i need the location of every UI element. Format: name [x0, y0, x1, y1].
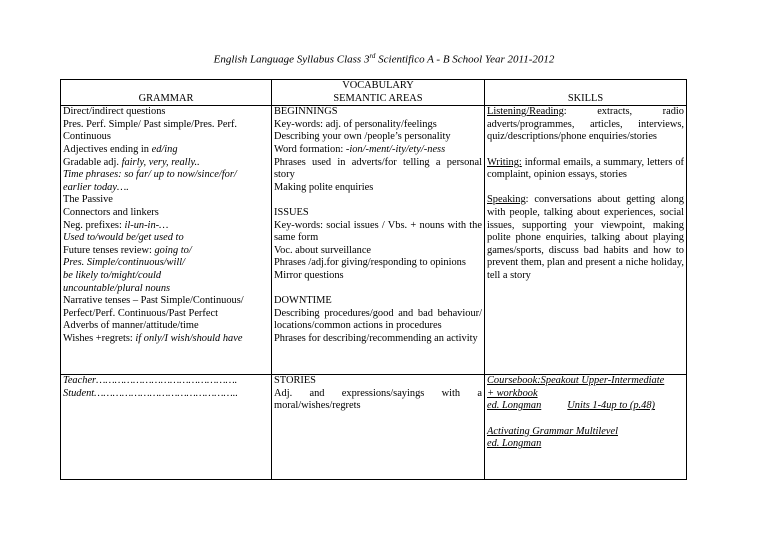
document-title	[0, 52, 768, 66]
grammar-item-text: Future tenses review:	[63, 244, 155, 256]
grammar-item	[63, 232, 269, 245]
grammar-item	[63, 106, 269, 119]
vocab-item: Describing procedures/good and bad behaviour/ locations/common actions in procedures	[274, 307, 482, 332]
title-text-end: Scientifico A - B School Year 2011-2012	[375, 53, 555, 66]
coursebook-publisher-line	[487, 400, 684, 413]
skills-speaking	[487, 194, 684, 282]
grammar-item-text: Wishes +regrets:	[63, 332, 136, 344]
grammar-item-text: Narrative tenses – Past Simple/Continuous/	[63, 295, 244, 307]
grammar-item-example: earlier today….	[63, 181, 129, 193]
vocab-item	[274, 144, 482, 157]
section-beginnings: BEGINNINGS	[274, 106, 338, 118]
grammar-item-example: Time phrases: so far/ up to now/since/for/	[63, 169, 237, 181]
grammar-item-example: if only/I wish/should have	[135, 332, 243, 344]
vocab-item: Describing your own /people’s personality	[274, 131, 451, 143]
student-signature-line: Student………………………………………..	[63, 387, 238, 399]
grammar-item-example: uncountable/plural nouns	[63, 282, 171, 294]
grammar-item	[63, 220, 269, 233]
skills-cell	[485, 106, 687, 375]
skills-listening-label: Listening/Reading	[487, 106, 564, 118]
vocab-item: Phrases /adj.for giving/responding to opinions	[274, 257, 466, 269]
vocabulary-stories-cell	[272, 375, 485, 480]
grammar-list	[63, 106, 269, 345]
header-skills	[485, 80, 687, 106]
grammar-cell	[61, 106, 272, 375]
grammar-item-text: Pres. Perf. Simple/ Past simple/Pres. Perf.	[63, 118, 238, 130]
grammar-item-text: Perfect/Perf. Continuous/Past Perfect	[63, 307, 218, 319]
grammar-item	[63, 333, 269, 346]
skills-speaking-label: Speaking	[487, 194, 526, 206]
vocabulary-cell	[272, 106, 485, 375]
grammar-item	[63, 182, 269, 195]
grammar-item	[63, 320, 269, 333]
header-grammar	[61, 80, 272, 106]
grammar-item	[63, 257, 269, 270]
content-row	[61, 106, 687, 375]
title-superscript: rd	[369, 52, 376, 60]
grammar-item-example: ed/ing	[151, 143, 178, 155]
vocab-item: Key-words: social issues / Vbs. + nouns with the same form	[274, 219, 482, 244]
vocab-item-suffixes: -ion/-ment/-ity/ety/-ness	[345, 143, 446, 155]
header-semantic-areas-label: SEMANTIC AREAS	[333, 92, 423, 104]
grammar-book-title: Activating Grammar Multilevel	[487, 425, 619, 437]
footer-row	[61, 375, 687, 480]
skills-writing	[487, 157, 684, 182]
skills-writing-text: informal emails, a summary, letters of complaint, opinion essays, stories	[487, 156, 684, 181]
grammar-item	[63, 295, 269, 308]
vocab-item-text: Word formation:	[274, 143, 346, 155]
grammar-item	[63, 245, 269, 258]
coursebook-title: Coursebook:Speakout Upper-Intermediate	[487, 375, 665, 387]
grammar-item-text: Connectors and linkers	[63, 206, 159, 218]
coursebook-cell	[485, 375, 687, 480]
syllabus-table	[60, 79, 687, 480]
teacher-signature-line: Teacher……………………………………….	[63, 375, 238, 387]
vocab-item: Phrases used in adverts/for telling a personal story	[274, 156, 482, 181]
skills-writing-label: Writing:	[487, 156, 522, 168]
grammar-item	[63, 270, 269, 283]
grammar-item-text: Direct/indirect questions	[63, 106, 166, 118]
skills-listening	[487, 106, 684, 144]
header-vocabulary	[272, 80, 485, 106]
grammar-item	[63, 144, 269, 157]
section-stories: STORIES	[274, 375, 316, 387]
vocab-item: Making polite enquiries	[274, 181, 374, 193]
grammar-item	[63, 283, 269, 296]
grammar-item	[63, 131, 269, 144]
skills-listening-text: : extracts, radio adverts/programmes, articles, interviews, quiz/descriptions/phone enquiries/stories	[487, 106, 684, 143]
grammar-item-example: going to/	[154, 244, 192, 256]
header-vocabulary-label: VOCABULARY	[342, 80, 414, 91]
title-text: English Language Syllabus Class 3	[213, 53, 370, 66]
grammar-item-text: Gradable adj.	[63, 156, 122, 168]
grammar-item-example: fairly, very, really..	[121, 156, 200, 168]
grammar-item	[63, 308, 269, 321]
grammar-item-text: Continuous	[63, 131, 111, 143]
grammar-item	[63, 207, 269, 220]
grammar-item	[63, 119, 269, 132]
vocab-item: Phrases for describing/recommending an activity	[274, 332, 478, 344]
grammar-book-publisher: ed. Longman	[487, 438, 542, 450]
coursebook-publisher: ed. Longman	[487, 400, 542, 412]
vocab-item: Adj. and expressions/sayings with a moral/wishes/regrets	[274, 387, 482, 412]
grammar-item-text: Adjectives ending in	[63, 143, 152, 155]
vocab-item: Mirror questions	[274, 269, 344, 281]
grammar-item-example: il-un-in-…	[124, 219, 169, 231]
grammar-item-text: The Passive	[63, 194, 113, 206]
grammar-item	[63, 194, 269, 207]
section-issues: ISSUES	[274, 206, 309, 218]
grammar-item-text: Adverbs of manner/attitude/time	[63, 320, 199, 332]
grammar-item	[63, 157, 269, 170]
table-header-row	[61, 80, 687, 106]
grammar-item	[63, 169, 269, 182]
coursebook-workbook: + workbook	[487, 387, 538, 399]
section-downtime: DOWNTIME	[274, 295, 332, 307]
grammar-item-example: Used to/would be/get used to	[63, 232, 184, 244]
grammar-item-example: be likely to/might/could	[63, 269, 162, 281]
grammar-item-text: Neg. prefixes:	[63, 219, 125, 231]
header-grammar-label: GRAMMAR	[138, 92, 194, 104]
vocab-item: Voc. about surveillance	[274, 244, 372, 256]
grammar-item-example: Pres. Simple/continuous/will/	[63, 257, 185, 269]
header-skills-label: SKILLS	[567, 92, 604, 104]
vocab-item: Key-words: adj. of personality/feelings	[274, 118, 437, 130]
coursebook-units: Units 1-4up to (p.48)	[567, 400, 656, 412]
teacher-student-cell	[61, 375, 272, 480]
skills-speaking-text: : conversations about getting along with people, talking about experiences, social issues, supporting your viewpoint, making polite phone enquiries, talking about playing games/sports, discuss bad habits and how to prevent them, plan and present a niche holiday, tell a story	[487, 194, 684, 281]
